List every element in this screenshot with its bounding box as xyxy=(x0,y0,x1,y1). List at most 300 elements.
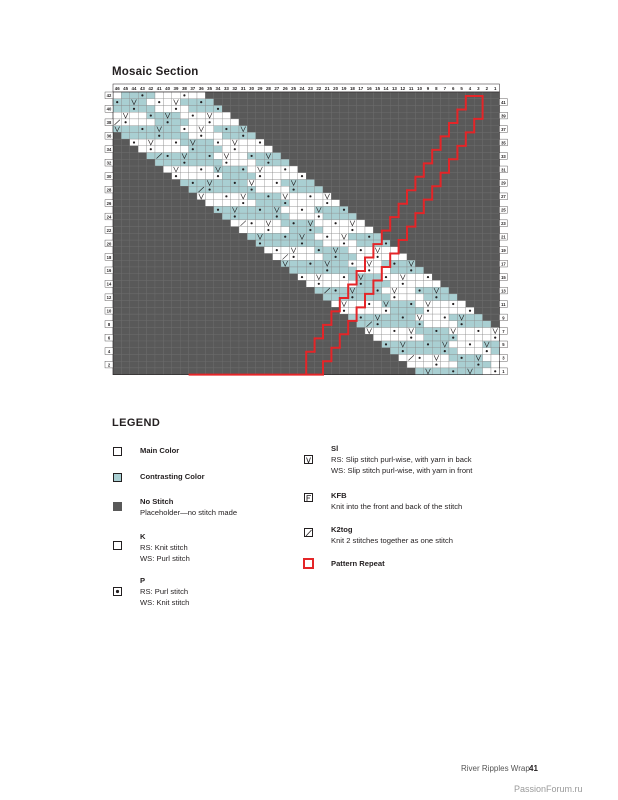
stitch-cell xyxy=(415,301,423,308)
stitch-cell xyxy=(264,247,272,254)
stitch-cell xyxy=(432,119,440,126)
stitch-cell xyxy=(340,119,348,126)
stitch-cell xyxy=(483,287,491,294)
purl-dot xyxy=(116,101,118,103)
stitch-cell xyxy=(264,139,272,146)
stitch-cell xyxy=(432,112,440,119)
stitch-cell xyxy=(415,105,423,112)
stitch-cell xyxy=(449,287,457,294)
stitch-cell xyxy=(264,186,272,193)
stitch-cell xyxy=(281,348,289,355)
stitch-cell xyxy=(180,213,188,220)
stitch-cell xyxy=(415,368,423,375)
purl-dot xyxy=(150,148,152,150)
stitch-cell xyxy=(256,200,264,207)
stitch-cell xyxy=(466,314,474,321)
stitch-cell xyxy=(289,173,297,180)
purl-dot xyxy=(276,249,278,251)
stitch-cell xyxy=(331,354,339,361)
stitch-cell xyxy=(138,294,146,301)
stitch-cell xyxy=(239,254,247,261)
stitch-cell xyxy=(424,112,432,119)
purl-dot xyxy=(217,209,219,211)
stitch-cell xyxy=(315,354,323,361)
stitch-cell xyxy=(256,368,264,375)
stitch-cell xyxy=(357,99,365,106)
stitch-cell xyxy=(281,92,289,99)
stitch-cell xyxy=(474,321,482,328)
pattern-repeat-swatch xyxy=(303,558,314,569)
stitch-cell xyxy=(247,307,255,314)
stitch-cell xyxy=(197,321,205,328)
stitch-cell xyxy=(483,321,491,328)
stitch-cell xyxy=(449,254,457,261)
legend-pattern-repeat xyxy=(331,558,385,569)
stitch-cell xyxy=(256,220,264,227)
stitch-cell xyxy=(138,368,146,375)
stitch-cell xyxy=(306,200,314,207)
stitch-cell xyxy=(466,186,474,193)
stitch-cell xyxy=(273,354,281,361)
stitch-cell xyxy=(138,227,146,234)
stitch-cell xyxy=(281,247,289,254)
stitch-cell xyxy=(323,314,331,321)
stitch-cell xyxy=(273,348,281,355)
stitch-cell xyxy=(373,220,381,227)
stitch-cell xyxy=(231,159,239,166)
stitch-cell xyxy=(205,166,213,173)
stitch-cell xyxy=(147,126,155,133)
stitch-cell xyxy=(163,301,171,308)
stitch-cell xyxy=(449,173,457,180)
stitch-cell xyxy=(474,146,482,153)
purl-dot xyxy=(326,202,328,204)
stitch-cell xyxy=(130,153,138,160)
stitch-cell xyxy=(231,354,239,361)
stitch-cell xyxy=(399,99,407,106)
stitch-cell xyxy=(474,368,482,375)
stitch-cell xyxy=(474,112,482,119)
stitch-cell xyxy=(373,294,381,301)
stitch-cell xyxy=(205,240,213,247)
purl-dot xyxy=(435,330,437,332)
stitch-cell xyxy=(449,206,457,213)
stitch-cell xyxy=(390,307,398,314)
stitch-cell xyxy=(466,159,474,166)
stitch-cell xyxy=(449,105,457,112)
stitch-cell xyxy=(449,240,457,247)
stitch-cell xyxy=(483,153,491,160)
stitch-cell xyxy=(365,287,373,294)
stitch-cell xyxy=(222,213,230,220)
stitch-cell xyxy=(466,220,474,227)
stitch-cell xyxy=(222,105,230,112)
stitch-cell xyxy=(457,240,465,247)
stitch-cell xyxy=(121,233,129,240)
stitch-cell xyxy=(441,361,449,368)
stitch-cell xyxy=(449,193,457,200)
stitch-cell xyxy=(163,348,171,355)
stitch-cell xyxy=(365,112,373,119)
purl-dot xyxy=(259,175,261,177)
stitch-cell xyxy=(474,220,482,227)
stitch-cell xyxy=(483,247,491,254)
stitch-cell xyxy=(399,132,407,139)
stitch-cell xyxy=(432,368,440,375)
stitch-cell xyxy=(256,341,264,348)
stitch-cell xyxy=(163,280,171,287)
stitch-cell xyxy=(189,233,197,240)
stitch-cell xyxy=(415,186,423,193)
stitch-cell xyxy=(281,206,289,213)
stitch-cell xyxy=(130,361,138,368)
stitch-cell xyxy=(331,119,339,126)
stitch-cell xyxy=(147,348,155,355)
stitch-cell xyxy=(155,146,163,153)
left-row-label: 10 xyxy=(106,308,112,314)
stitch-cell xyxy=(373,368,381,375)
stitch-cell xyxy=(382,213,390,220)
stitch-cell xyxy=(306,274,314,281)
stitch-cell xyxy=(281,294,289,301)
stitch-cell xyxy=(214,220,222,227)
stitch-cell xyxy=(264,119,272,126)
stitch-cell xyxy=(121,200,129,207)
stitch-cell xyxy=(273,139,281,146)
stitch-cell xyxy=(331,186,339,193)
stitch-cell xyxy=(247,247,255,254)
stitch-cell xyxy=(491,159,499,166)
right-row-label: 13 xyxy=(501,288,506,294)
stitch-cell xyxy=(197,233,205,240)
stitch-cell xyxy=(189,348,197,355)
stitch-cell xyxy=(323,227,331,234)
stitch-cell xyxy=(399,294,407,301)
stitch-cell xyxy=(172,280,180,287)
stitch-cell xyxy=(340,334,348,341)
stitch-cell xyxy=(424,173,432,180)
stitch-cell xyxy=(373,173,381,180)
purl-dot xyxy=(234,182,236,184)
stitch-cell xyxy=(247,193,255,200)
kfb-swatch xyxy=(304,493,313,502)
stitch-cell xyxy=(130,132,138,139)
stitch-cell xyxy=(197,119,205,126)
stitch-cell xyxy=(281,99,289,106)
stitch-number: 2 xyxy=(485,86,489,91)
stitch-cell xyxy=(205,146,213,153)
stitch-cell xyxy=(121,99,129,106)
stitch-cell xyxy=(222,247,230,254)
stitch-cell xyxy=(222,368,230,375)
stitch-cell xyxy=(247,200,255,207)
stitch-cell xyxy=(306,240,314,247)
stitch-cell xyxy=(466,112,474,119)
stitch-cell xyxy=(180,166,188,173)
stitch-cell xyxy=(172,267,180,274)
stitch-cell xyxy=(121,260,129,267)
purl-dot xyxy=(183,128,185,130)
stitch-cell xyxy=(390,139,398,146)
stitch-cell xyxy=(172,132,180,139)
stitch-cell xyxy=(264,341,272,348)
stitch-cell xyxy=(357,368,365,375)
stitch-cell xyxy=(247,267,255,274)
purl-dot xyxy=(225,128,227,130)
stitch-cell xyxy=(256,301,264,308)
stitch-cell xyxy=(457,99,465,106)
stitch-cell xyxy=(298,227,306,234)
stitch-cell xyxy=(121,287,129,294)
stitch-cell xyxy=(432,348,440,355)
stitch-cell xyxy=(331,179,339,186)
stitch-cell xyxy=(315,112,323,119)
stitch-number: 45 xyxy=(123,86,129,91)
stitch-cell xyxy=(197,280,205,287)
stitch-cell xyxy=(390,240,398,247)
stitch-cell xyxy=(331,146,339,153)
stitch-cell xyxy=(390,173,398,180)
stitch-cell xyxy=(415,294,423,301)
stitch-cell xyxy=(424,92,432,99)
stitch-cell xyxy=(172,254,180,261)
purl-dot xyxy=(377,256,379,258)
stitch-cell xyxy=(441,166,449,173)
right-row-label: 3 xyxy=(502,355,505,361)
stitch-cell xyxy=(365,166,373,173)
stitch-cell xyxy=(382,321,390,328)
legend-p xyxy=(140,575,189,608)
stitch-cell xyxy=(365,280,373,287)
stitch-cell xyxy=(197,240,205,247)
purl-dot xyxy=(343,310,345,312)
stitch-cell xyxy=(373,354,381,361)
right-row-label: 19 xyxy=(501,248,506,254)
stitch-cell xyxy=(424,321,432,328)
stitch-cell xyxy=(264,294,272,301)
stitch-cell xyxy=(138,233,146,240)
stitch-cell xyxy=(390,112,398,119)
stitch-cell xyxy=(399,354,407,361)
stitch-cell xyxy=(189,186,197,193)
stitch-cell xyxy=(491,233,499,240)
stitch-cell xyxy=(273,173,281,180)
stitch-cell xyxy=(189,301,197,308)
purl-dot xyxy=(318,249,320,251)
stitch-cell xyxy=(205,105,213,112)
stitch-cell xyxy=(172,179,180,186)
stitch-cell xyxy=(180,368,188,375)
stitch-cell xyxy=(357,334,365,341)
stitch-cell xyxy=(373,200,381,207)
stitch-cell xyxy=(331,200,339,207)
stitch-cell xyxy=(407,294,415,301)
stitch-cell xyxy=(331,173,339,180)
stitch-number: 33 xyxy=(223,86,229,91)
stitch-cell xyxy=(432,173,440,180)
stitch-cell xyxy=(298,92,306,99)
stitch-cell xyxy=(273,240,281,247)
stitch-cell xyxy=(449,314,457,321)
stitch-cell xyxy=(189,354,197,361)
stitch-cell xyxy=(172,321,180,328)
stitch-cell xyxy=(147,287,155,294)
stitch-cell xyxy=(483,166,491,173)
stitch-cell xyxy=(357,294,365,301)
stitch-cell xyxy=(205,334,213,341)
purl-dot xyxy=(309,263,311,265)
stitch-cell xyxy=(155,159,163,166)
stitch-cell xyxy=(256,267,264,274)
stitch-cell xyxy=(289,112,297,119)
stitch-cell xyxy=(306,105,314,112)
stitch-cell xyxy=(474,193,482,200)
stitch-cell xyxy=(147,233,155,240)
stitch-cell xyxy=(382,328,390,335)
stitch-cell xyxy=(281,220,289,227)
stitch-cell xyxy=(214,213,222,220)
stitch-cell xyxy=(130,119,138,126)
stitch-cell xyxy=(256,159,264,166)
stitch-cell xyxy=(189,341,197,348)
stitch-cell xyxy=(222,179,230,186)
stitch-cell xyxy=(147,92,155,99)
stitch-cell xyxy=(323,280,331,287)
stitch-cell xyxy=(457,307,465,314)
stitch-cell xyxy=(273,341,281,348)
stitch-cell xyxy=(289,280,297,287)
stitch-cell xyxy=(466,361,474,368)
stitch-cell xyxy=(113,206,121,213)
stitch-cell xyxy=(466,334,474,341)
stitch-cell xyxy=(331,294,339,301)
stitch-cell xyxy=(281,179,289,186)
purl-dot xyxy=(309,229,311,231)
stitch-cell xyxy=(298,341,306,348)
stitch-cell xyxy=(121,247,129,254)
stitch-cell xyxy=(407,99,415,106)
stitch-cell xyxy=(415,200,423,207)
purl-dot xyxy=(167,121,169,123)
stitch-cell xyxy=(130,260,138,267)
stitch-cell xyxy=(466,287,474,294)
stitch-cell xyxy=(399,193,407,200)
stitch-cell xyxy=(491,146,499,153)
stitch-cell xyxy=(483,220,491,227)
stitch-cell xyxy=(474,294,482,301)
stitch-cell xyxy=(306,146,314,153)
stitch-cell xyxy=(214,328,222,335)
stitch-cell xyxy=(222,328,230,335)
purl-dot xyxy=(267,195,269,197)
stitch-cell xyxy=(466,105,474,112)
stitch-cell xyxy=(231,307,239,314)
stitch-cell xyxy=(348,132,356,139)
stitch-cell xyxy=(163,146,171,153)
stitch-cell xyxy=(239,314,247,321)
stitch-cell xyxy=(247,146,255,153)
stitch-cell xyxy=(432,200,440,207)
stitch-cell xyxy=(205,354,213,361)
stitch-cell xyxy=(172,294,180,301)
stitch-cell xyxy=(113,159,121,166)
stitch-cell xyxy=(197,247,205,254)
stitch-cell xyxy=(273,307,281,314)
stitch-cell xyxy=(155,119,163,126)
stitch-cell xyxy=(264,307,272,314)
stitch-cell xyxy=(474,105,482,112)
stitch-cell xyxy=(340,260,348,267)
stitch-cell xyxy=(424,280,432,287)
stitch-cell xyxy=(155,354,163,361)
stitch-cell xyxy=(348,206,356,213)
stitch-cell xyxy=(189,328,197,335)
stitch-cell xyxy=(147,328,155,335)
stitch-cell xyxy=(449,220,457,227)
stitch-cell xyxy=(239,328,247,335)
stitch-cell xyxy=(457,260,465,267)
stitch-cell xyxy=(315,227,323,234)
stitch-cell xyxy=(483,274,491,281)
stitch-cell xyxy=(147,99,155,106)
stitch-cell xyxy=(281,368,289,375)
stitch-cell xyxy=(205,254,213,261)
legend-k-name: K xyxy=(140,532,146,541)
stitch-cell xyxy=(432,301,440,308)
stitch-cell xyxy=(256,99,264,106)
stitch-cell xyxy=(424,247,432,254)
stitch-cell xyxy=(172,328,180,335)
stitch-cell xyxy=(466,348,474,355)
stitch-cell xyxy=(331,267,339,274)
stitch-cell xyxy=(449,354,457,361)
stitch-cell xyxy=(256,132,264,139)
stitch-cell xyxy=(390,348,398,355)
stitch-cell xyxy=(415,132,423,139)
purl-dot xyxy=(293,188,295,190)
stitch-cell xyxy=(281,321,289,328)
stitch-cell xyxy=(197,173,205,180)
stitch-cell xyxy=(390,361,398,368)
stitch-cell xyxy=(189,321,197,328)
stitch-cell xyxy=(298,254,306,261)
stitch-cell xyxy=(180,274,188,281)
stitch-number: 38 xyxy=(181,86,187,91)
stitch-cell xyxy=(306,233,314,240)
stitch-cell xyxy=(483,139,491,146)
stitch-cell xyxy=(180,341,188,348)
stitch-cell xyxy=(273,132,281,139)
stitch-cell xyxy=(457,166,465,173)
stitch-cell xyxy=(138,301,146,308)
stitch-cell xyxy=(382,146,390,153)
left-row-label: 34 xyxy=(106,147,112,153)
left-row-label: 24 xyxy=(106,214,112,220)
stitch-cell xyxy=(315,126,323,133)
stitch-cell xyxy=(163,321,171,328)
stitch-cell xyxy=(331,334,339,341)
contrasting-color-swatch xyxy=(113,473,122,482)
stitch-number: 32 xyxy=(232,86,238,91)
stitch-cell xyxy=(348,146,356,153)
stitch-cell xyxy=(432,254,440,261)
stitch-number: 14 xyxy=(383,86,389,91)
stitch-cell xyxy=(399,267,407,274)
stitch-cell xyxy=(172,240,180,247)
purl-dot xyxy=(125,121,127,123)
stitch-cell xyxy=(163,307,171,314)
stitch-cell xyxy=(273,267,281,274)
